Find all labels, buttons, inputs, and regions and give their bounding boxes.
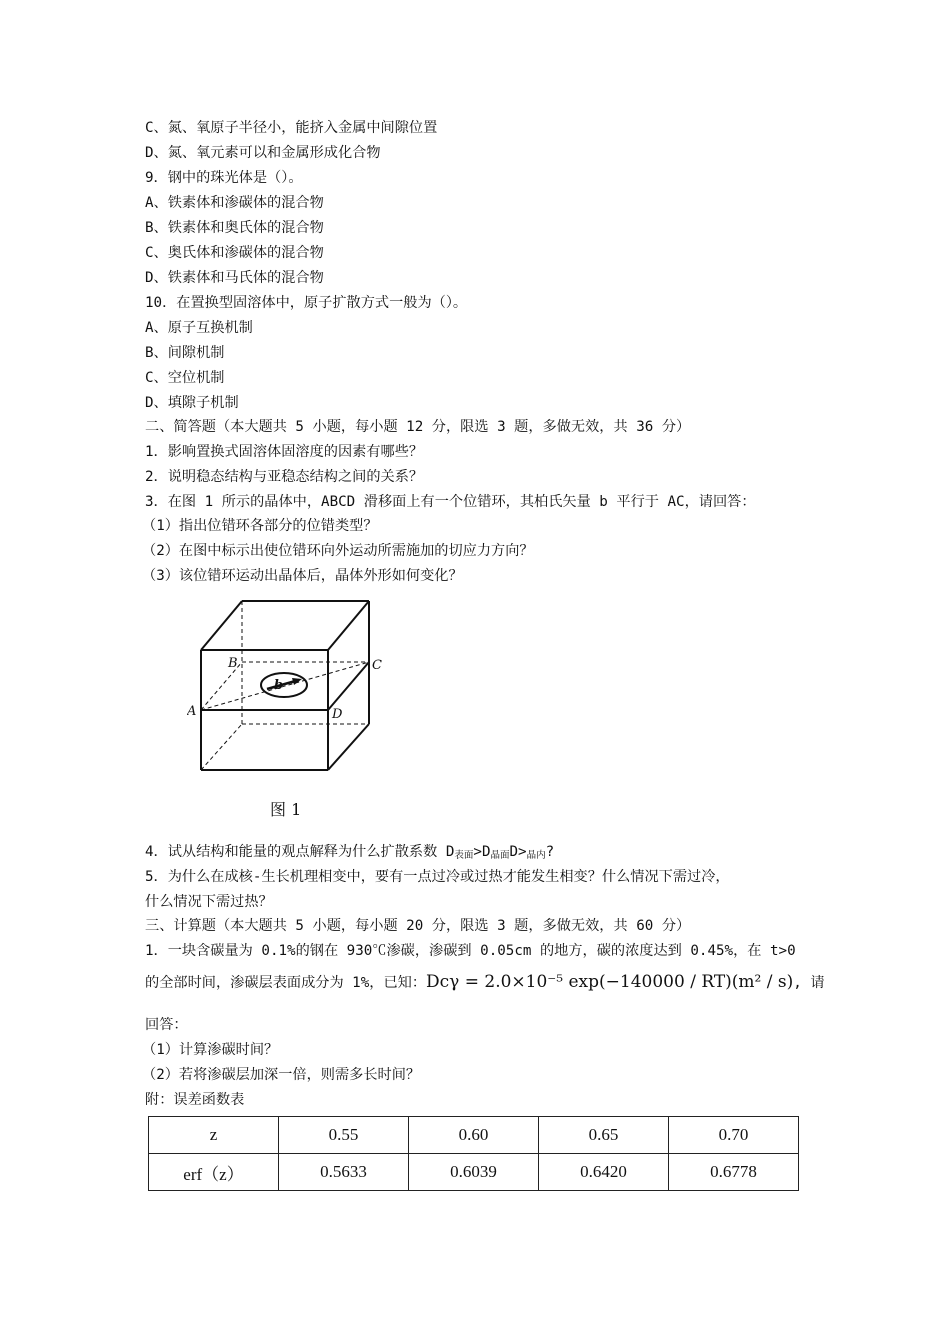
table-cell: 0.6778 (669, 1154, 799, 1191)
table-cell: 0.70 (669, 1117, 799, 1154)
table-cell: 0.6039 (409, 1154, 539, 1191)
burgers-vector-label: b (274, 678, 284, 693)
q10-option-d: D、填隙子机制 (145, 395, 239, 411)
label-d: D (332, 707, 343, 722)
error-function-table (148, 1116, 799, 1191)
label-b: B (228, 656, 238, 671)
q4-subscript-lattice: 晶内 (526, 850, 546, 861)
label-a: A (187, 704, 197, 719)
figure-1-crystal-diagram (187, 598, 402, 782)
s2-question-1: 1．影响置换式固溶体固溶度的因素有哪些？ (145, 444, 424, 460)
s2-q3-part-2: （2）在图中标示出使位错环向外运动所需施加的切应力方向？ (142, 543, 534, 559)
section-2-heading: 二、简答题（本大题共 5 小题，每小题 12 分，限选 3 题，多做无效，共 36 分） (145, 419, 691, 435)
q1-given-text: 的全部时间，渗碳层表面成分为 1%，已知： (145, 975, 427, 991)
s2-question-5-line-1: 5．为什么在成核-生长机理相变中，要有一点过冷或过热才能发生相变？什么情况下需过冷， (145, 869, 730, 885)
q8-option-d: D、氮、氧元素可以和金属形成化合物 (145, 145, 381, 161)
section-3-heading: 三、计算题（本大题共 5 小题，每小题 20 分，限选 3 题，多做无效，共 60 分） (145, 918, 691, 934)
q9-option-d: D、铁素体和马氏体的混合物 (145, 270, 324, 286)
s2-question-3: 3．在图 1 所示的晶体中，ABCD 滑移面上有一个位错环，其柏氏矢量 b 平行于 AC，请回答： (145, 494, 756, 510)
q10-option-b: B、间隙机制 (145, 345, 225, 361)
q4-question-mark: ? (545, 844, 555, 860)
table-cell: 0.60 (409, 1117, 539, 1154)
table-row (149, 1154, 799, 1191)
crystal-cube-drawing (187, 598, 402, 778)
table-cell: 0.5633 (279, 1154, 409, 1191)
table-cell: 0.55 (279, 1117, 409, 1154)
q4-subscript-surface: 表面 (454, 850, 474, 861)
s3-question-1-line-1: 1．一块含碳量为 0.1%的钢在 930℃渗碳，渗碳到 0.05cm 的地方，碳的浓度达到 0.45%，在 t>0 (145, 943, 796, 959)
s2-question-5-line-2: 什么情况下需过热？ (145, 894, 273, 910)
q4-text: 4．试从结构和能量的观点解释为什么扩散系数 D (145, 844, 455, 860)
diffusion-coefficient-formula: Dcγ = 2.0×10⁻⁵ exp(−140000 / RT)(m² / s) (426, 972, 794, 992)
q1-please-text: , 请 (793, 975, 825, 991)
s2-question-2: 2．说明稳态结构与亚稳态结构之间的关系？ (145, 469, 424, 485)
q9-option-a: A、铁素体和渗碳体的混合物 (145, 195, 324, 211)
figure-caption: 图 1 (270, 800, 302, 819)
table-cell: 0.6420 (539, 1154, 669, 1191)
q9-option-c: C、奥氏体和渗碳体的混合物 (145, 245, 324, 261)
q10-option-c: C、空位机制 (145, 370, 225, 386)
table-cell: erf（z） (149, 1154, 279, 1191)
q4-gt-d: >D (473, 844, 491, 860)
table-cell: z (149, 1117, 279, 1154)
q10-option-a: A、原子互换机制 (145, 320, 253, 336)
s3-q1-part-1: （1）计算渗碳时间？ (142, 1042, 279, 1058)
q8-option-c: C、氮、氧原子半径小，能挤入金属中间隙位置 (145, 120, 438, 136)
q4-subscript-boundary: 晶面 (490, 850, 510, 861)
s3-q1-part-2: （2）若将渗碳层加深一倍，则需多长时间？ (142, 1067, 421, 1083)
table-row (149, 1117, 799, 1154)
question-10: 10．在置换型固溶体中，原子扩散方式一般为（）。 (145, 295, 468, 311)
q9-option-b: B、铁素体和奥氏体的混合物 (145, 220, 324, 236)
label-c: C (372, 658, 382, 673)
s2-q3-part-3: （3）该位错环运动出晶体后，晶体外形如何变化？ (142, 568, 463, 584)
s3-question-1-line-2 (145, 972, 825, 992)
appendix-label: 附：误差函数表 (145, 1092, 245, 1108)
question-9: 9．钢中的珠光体是（）。 (145, 170, 303, 186)
q4-d-gt: D> (509, 844, 527, 860)
s2-question-4 (145, 842, 554, 862)
table-cell: 0.65 (539, 1117, 669, 1154)
s2-q3-part-1: （1）指出位错环各部分的位错类型？ (142, 518, 378, 534)
s3-question-1-answer-prompt: 回答： (145, 1017, 188, 1033)
